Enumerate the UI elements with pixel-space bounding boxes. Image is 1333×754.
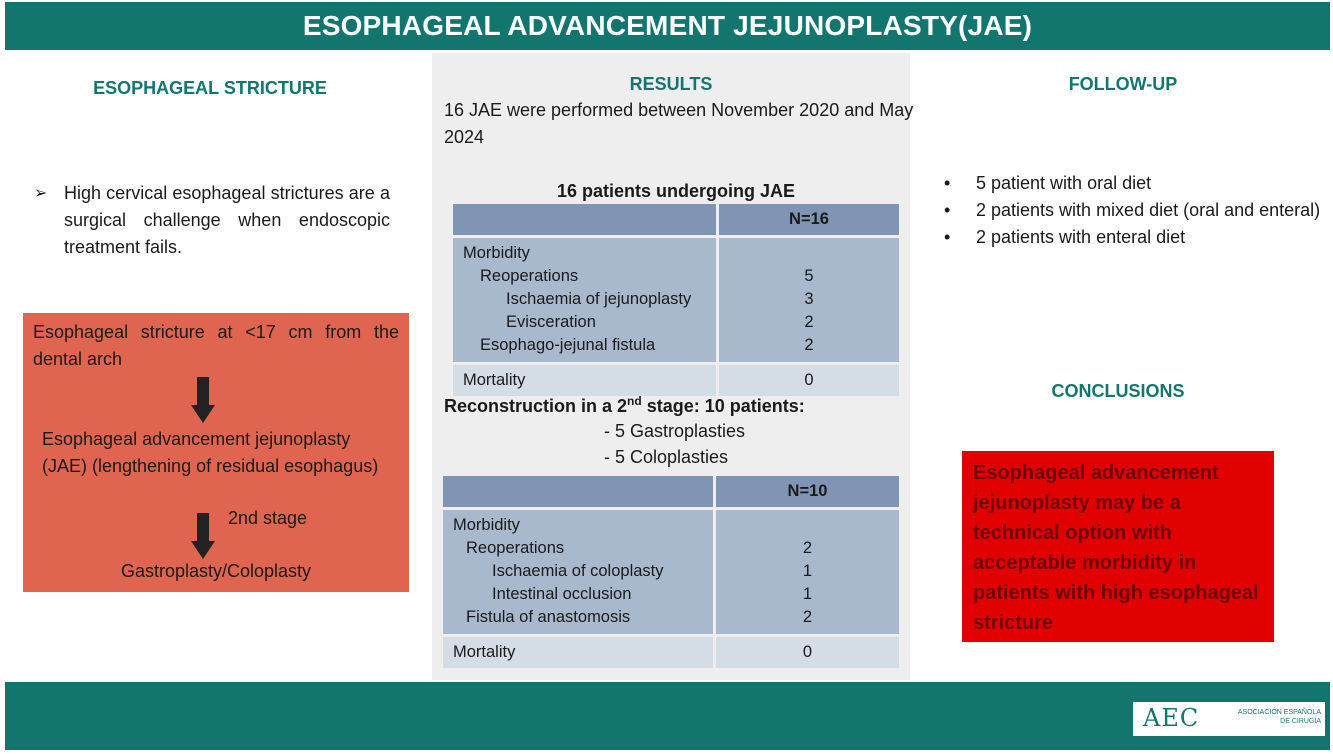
flow-step-stricture: Esophageal stricture at <17 cm from the dental arch [33,322,399,369]
table-row-value: 3 [804,290,814,308]
jae-results-table [453,204,899,396]
results-heading: RESULTS [629,74,713,94]
conclusion-text: Esophageal advancement jejunoplasty may be a technical option with acceptable morbidity in patients with high esophageal stricture [973,462,1259,634]
list-item: • 2 patients with mixed diet (oral and enteral) [944,197,1324,224]
table-row-label: Mortality [463,371,526,389]
down-arrow-icon [191,513,215,559]
followup-list [944,170,1324,251]
table-row-label: Reoperations [466,539,565,557]
table-row-value: 2 [802,608,813,626]
table-row-label: Reoperations [480,267,579,285]
table-body [443,510,899,634]
table-header-empty [453,204,716,235]
table-row-label: Intestinal occlusion [492,585,632,603]
table-row-label: Ischaemia of coloplasty [492,562,664,580]
table-row-value: 1 [802,562,813,580]
footer-banner [5,682,1330,750]
down-arrow-icon [191,377,215,423]
list-item: • 2 patients with enteral diet [944,224,1324,251]
stricture-bullet [34,180,390,261]
conclusions-heading: CONCLUSIONS [1051,381,1185,401]
bullet-icon: • [944,227,951,247]
table1-title: 16 patients undergoing JAE [556,181,796,201]
table-row-label: Fistula of anastomosis [466,608,631,626]
bullet-icon: • [944,200,951,220]
conclusion-box [962,451,1274,642]
table-row-value: 2 [802,539,813,557]
table-row-value: 2 [804,336,814,354]
table-row-label: Morbidity [453,516,520,534]
table-header-n: N=10 [716,476,899,507]
table-row-label: Mortality [453,643,516,661]
table-row-label: Ischaemia of jejunoplasty [506,290,692,308]
poster-title: ESOPHAGEAL ADVANCEMENT JEJUNOPLASTY(JAE) [302,10,1033,41]
reconstruction-item: - 5 Coloplasties [604,447,729,467]
table-header-row [443,476,899,507]
reconstruction-results-table [443,476,899,668]
table-row-label: Esophago-jejunal fistula [480,336,656,354]
table-row-value: 1 [802,585,813,603]
table-row-value: 0 [802,643,813,661]
followup-heading: FOLLOW-UP [1068,74,1178,94]
reconstruction-item: - 5 Gastroplasties [604,421,746,441]
flow-step-jae: Esophageal advancement jejunoplasty (JAE) (lengthening of residual esophagus) [42,429,379,476]
title-banner [5,2,1330,50]
table-mortality-row [453,365,899,396]
aec-logo-text: ASOCIACIÓN ESPAÑOLA DE CIRUGÍA [1237,709,1321,725]
results-intro: 16 JAE were performed between November 2020 and May 2024 [444,100,914,147]
table-body [453,238,899,362]
table-mortality-row [443,637,899,668]
arrow-bullet-icon: ➢ [34,185,48,202]
table-header-row [453,204,899,235]
flow-stage-label: 2nd stage [228,508,308,528]
list-item: • 5 patient with oral diet [944,170,1324,197]
table-row-value: 5 [804,267,814,285]
table-row-label: Morbidity [463,244,530,262]
table-row-value: 2 [804,313,814,331]
reconstruction-heading: Reconstruction in a 2nd stage: 10 patients: [444,394,805,416]
bullet-icon: • [944,173,951,193]
table-header-n: N=16 [719,204,899,235]
table-row-value: 0 [804,371,814,389]
table-header-empty [443,476,713,507]
aec-logo [1133,702,1325,736]
aec-logo-mark: AEC [1143,704,1200,732]
stricture-bullet-text: High cervical esophageal strictures are a surgical challenge when endoscopic treatment fails. [64,183,390,257]
stricture-heading: ESOPHAGEAL STRICTURE [93,78,327,98]
table-row-label: Evisceration [506,313,596,331]
stricture-flow-box [23,313,409,592]
flow-step-final: Gastroplasty/Coloplasty [120,561,312,581]
